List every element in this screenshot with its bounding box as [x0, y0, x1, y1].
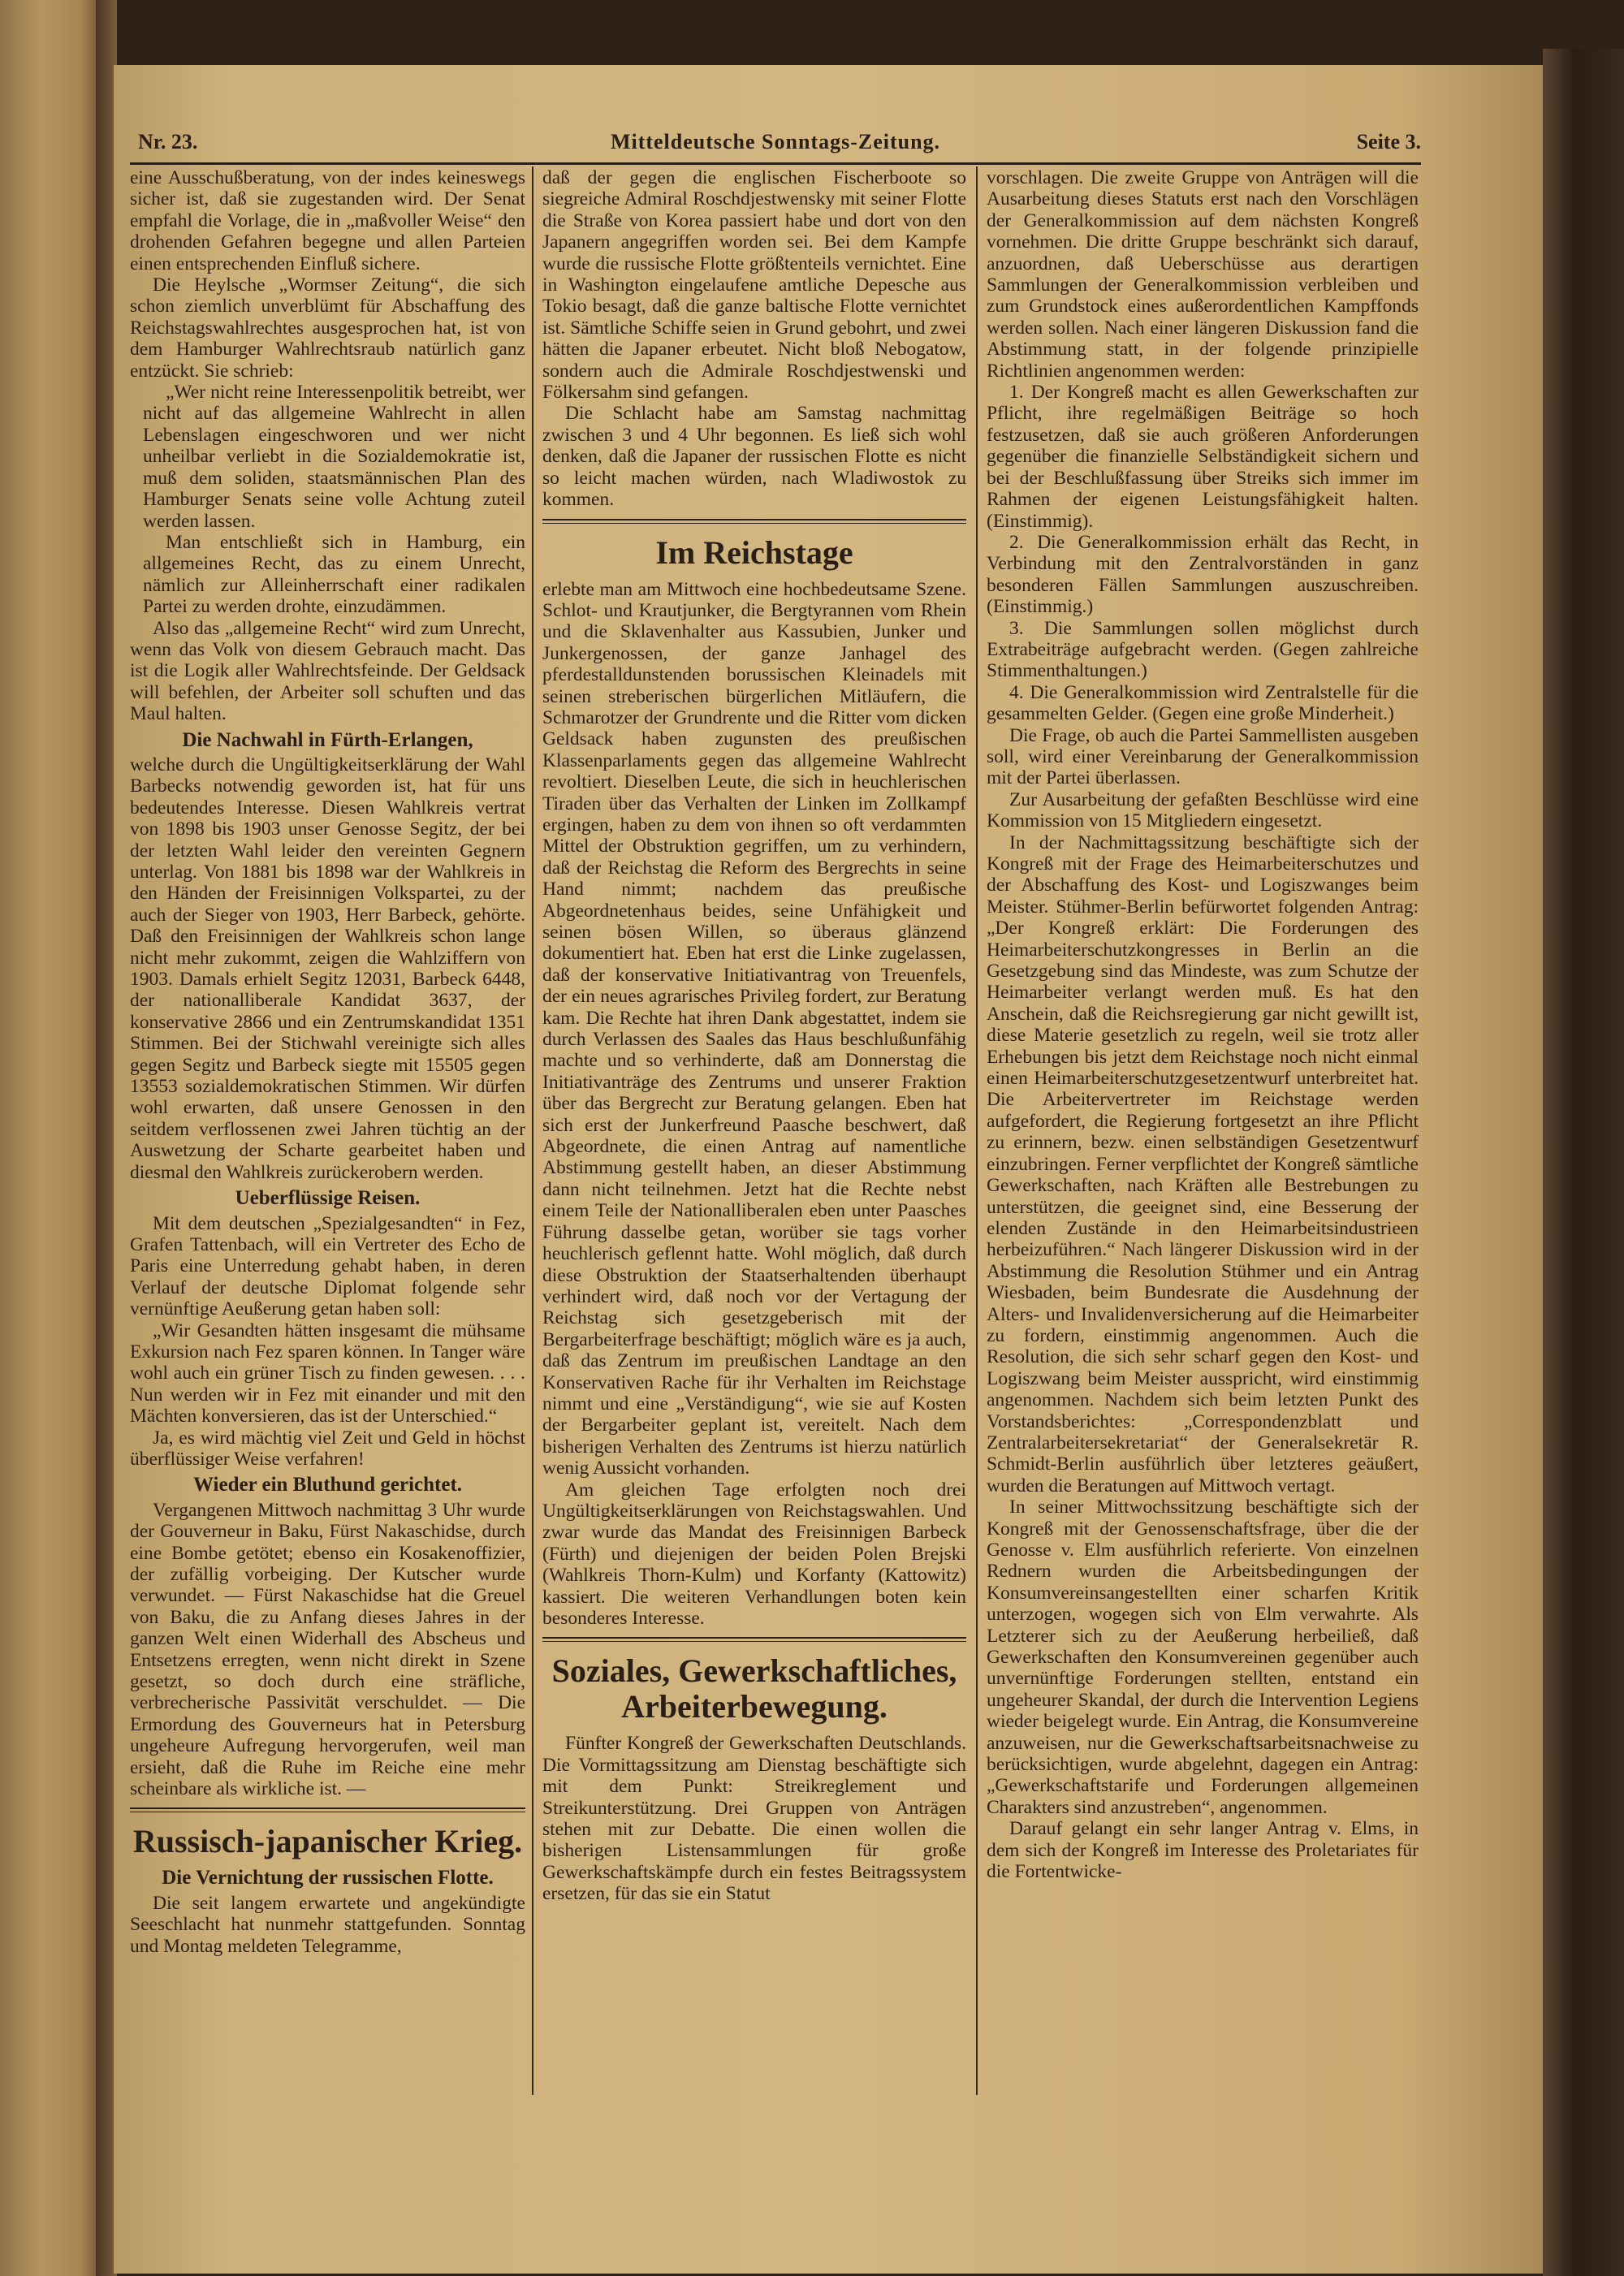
article-paragraph: Also das „allgemeine Recht“ wird zum Unrecht, wenn das Volk von diesem Gebrauch macht. Das ist die Logik aller Wahlrechtsfeinde. Der Geldsack will befehlen, der Arbeiter soll schuften und das Maul halten. — [130, 617, 525, 725]
article-paragraph: Man entschließt sich in Hamburg, ein allgemeines Recht, das zu einem Unrecht, nämlich zur Alleinherrschaft einer radikalen Partei zu werden drohte, einzudämmen. — [143, 531, 525, 618]
article-paragraph: 3. Die Sammlungen sollen möglichst durch Extrabeiträge aufgebracht werden. (Gegen zahlreiche Stimmenthaltungen.) — [987, 617, 1419, 682]
article-paragraph: daß der gegen die englischen Fischerboote so siegreiche Admiral Roschdjestwensky mit seiner Flotte die Straße von Korea passiert habe und dort von den Japanern angegriffen worden sei. Bei dem Kampfe wurde die russische Flotte größtenteils vernichtet. Eine in Washington eingelaufene amtliche Depesche aus Tokio besagt, daß die ganze baltische Flotte vernichtet ist. Sämtliche Schiffe seien in Grund gebohrt, und zwei hätten die Japaner erbeutet. Nicht bloß Nebogatow, sondern auch die Admirale Roschdjestwenski und Fölkersahm sind gefangen. — [542, 167, 966, 404]
article-paragraph: Zur Ausarbeitung der gefaßten Beschlüsse wird eine Kommission von 15 Mitgliedern eingesetzt. — [987, 788, 1419, 832]
column-divider — [976, 166, 978, 2095]
article-paragraph: 4. Die Generalkommission wird Zentralstelle für die gesammelten Gelder. (Gegen eine große Minderheit.) — [987, 681, 1419, 725]
article-paragraph: In der Nachmittagssitzung beschäftigte sich der Kongreß mit der Frage des Heimarbeiterschutzes und der Abschaffung des Kost- und Logiszwanges beim Meister. Stühmer-Berlin befürwortet folgenden Antrag: „Der Kongreß erklärt: Die Forderungen des Heimarbeiterschutzkongresses in Berlin an die Gesetzgebung sind das Mindeste, was zum Schutze der Heimarbeiter verlangt werden muß. Es hat den Anschein, daß die Reichsregierung gar nicht gewillt ist, diese Materie gesetzlich zu regeln, weil sie trotz aller Erhebungen bis jetzt dem Reichstage noch nicht einmal einen Heimarbeiterschutzgesetzentwurf unterbreitet hat. Die Arbeitervertreter im Reichstage werden aufgefordert, die Regierung fortgesetzt an ihre Pflicht zu erinnern, bezw. einen selbständigen Gesetzentwurf einzubringen. Ferner verpflichtet der Kongreß sämtliche Gewerkschaften, nach Kräften alle Bestrebungen zu unterstützen, die geeignet sind, eine Besserung der elenden Zustände in den Heimarbeitsindustrieen herbeizuführen.“ Nach längerer Diskussion wird in der Abstimmung die Resolution Stühmer und ein Antrag Wiesbaden, beim Bundesrate die Ausdehnung der Alters- und Invalidenversicherung auf die Heimarbeiter zu fordern, einstimmig angenommen. Auch die Resolution, die sich sehr scharf gegen den Kost- und Logiszwang beim Meister ausspricht, wird einstimmig angenommen. Nachdem sich beim letzten Punkt des Vorstandsberichtes: „Correspondenzblatt und Zentralarbeitersekretariat“ der Generalsekretär R. Schmidt-Berlin ausführlich über letzteres geäußert, wurden die Beratungen auf Mittwoch vertagt. — [987, 831, 1419, 1496]
article-paragraph: erlebte man am Mittwoch eine hochbedeutsame Szene. Schlot- und Krautjunker, die Bergtyrannen vom Rhein und die Sklavenhalter aus Kassubien, Junker und Junkergenossen, der ganze Janhagel des pferdestalldunstenden borussischen Kleinadels mit seinen streberischen bürgerlichen Mitläufern, die Schmarotzer der Grundrente und die Ritter vom dicken Geldsack haben zugunsten des preußischen Klassenparlaments gegen das allgemeine Wahlrecht revoltiert. Dieselben Leute, die sich in heuchlerischen Tiraden über das Verhalten der Linken im Zollkampf ergingen, haben zu dem von ihnen so oft verdammten Mittel der Obstruktion gegriffen, um zu verhindern, daß der Reichstag die Reform des Bergrechts in seine Hand nimmt; nachdem das preußische Abgeordnetenhaus beides, seine Unfähigkeit und seinen bösen Willen, so überaus glänzend dokumentiert hat. Eben hat erst die Linke zugelassen, daß der konservative Initiativantrag von Treuenfels, der ein neues agrarisches Privileg fordert, zur Beratung kam. Die Rechte hat ihren Dank abgestattet, indem sie durch Verlassen des Saales das Haus beschlußunfähig machte und so verhinderte, daß am Donnerstag die Initiativanträge des Zentrums und unserer Fraktion über das Bergrecht zur Beratung gelangen. Eben hat sich erst der Junkerfreund Paasche beschwert, daß Abgeordnete, die einen Antrag auf namentliche Abstimmung gestellt haben, an dieser Abstimmung dann nicht teilnehmen. Jetzt hat die Rechte nebst einem Teile der Nationalliberalen eben unter Paasches Führung dasselbe getan, worüber sie tags vorher heuchlerisch geflennt hatte. Wohl möglich, daß durch diese Obstruktion der Staatserhaltenden überhaupt verhindert wird, daß noch vor der Vertagung der Reichstag sich gesetzgeberisch mit der Bergarbeiterfrage beschäftigt; möglich wäre es ja auch, daß das Zentrum im preußischen Landtage an den Konservativen Rache für ihr Verhalten im Reichstage nimmt und eine „Verständigung“, wie sie auf Kosten der Bergarbeiter geplant ist, vereitelt. Nach dem bisherigen Verhalten des Zentrums ist hierzu natürlich wenig Aussicht vorhanden. — [542, 578, 966, 1479]
article-paragraph: vorschlagen. Die zweite Gruppe von Anträgen will die Ausarbeitung dieses Statuts erst nach den Vorschlägen der Generalkommission auf dem nächsten Kongreß vornehmen. Die dritte Gruppe beschränkt sich darauf, anzuordnen, daß Ueberschüsse aus derartigen Sammlungen der Generalkommission verbleiben und zum Grundstock eines außerordentlichen Kampffonds werden sollen. Nach einer längeren Diskussion fand die Abstimmung statt, in der folgende prinzipielle Richtlinien angenommen werden: — [987, 167, 1419, 382]
article-paragraph: Am gleichen Tage erfolgten noch drei Ungültigkeitserklärungen von Reichstagswahlen. Und zwar wurde das Mandat des Freisinnigen Barbeck (Fürth) und diejenigen der beiden Polen Brejski (Wahlkreis Thorn-Kulm) und Korfanty (Kattowitz) kassiert. Die weiteren Verhandlungen boten kein besonderes Interesse. — [542, 1479, 966, 1629]
issue-number: Nr. 23. — [138, 130, 198, 153]
column-2 — [542, 167, 966, 2092]
newspaper-title: Mitteldeutsche Sonntags-Zeitung. — [610, 130, 941, 153]
article-paragraph: Die Frage, ob auch die Partei Sammellisten ausgeben soll, wird einer Vereinbarung der Generalkommission mit der Partei überlassen. — [987, 724, 1419, 789]
article-paragraph: Darauf gelangt ein sehr langer Antrag v. Elms, in dem sich der Kongreß im Interesse des Proletariates für die Fortentwicke- — [987, 1818, 1419, 1883]
column-3 — [987, 167, 1419, 2092]
section-rule — [542, 519, 966, 524]
article-paragraph: Ja, es wird mächtig viel Zeit und Geld in höchst überflüssiger Weise verfahren! — [130, 1427, 525, 1470]
header-rule — [130, 162, 1421, 165]
article-paragraph: „Wer nicht reine Interessenpolitik betreibt, wer nicht auf das allgemeine Wahlrecht in allen Lebenslagen eingeschworen und wer nicht unheilbar verliebt in die Sozialdemokratie ist, muß dem soliden, staatsmännischen Plan des Hamburger Senats seine volle Achtung zuteil werden lassen. — [143, 382, 525, 532]
article-heading: Die Vernichtung der russischen Flotte. — [162, 1867, 494, 1889]
page-header — [130, 130, 1421, 162]
section-rule — [542, 1637, 966, 1642]
article-paragraph: Mit dem deutschen „Spezialgesandten“ in Fez, Grafen Tattenbach, will ein Vertreter des Echo de Paris eine Unterredung gehabt haben, in deren Verlauf der deutsche Diplomat folgende sehr vernünftige Aeußerung getan haben soll: — [130, 1212, 525, 1320]
article-heading: Die Nachwahl in Fürth-Erlangen, — [182, 728, 473, 751]
article-paragraph: eine Ausschußberatung, von der indes keineswegs sicher ist, daß sie zugestanden wird. Der Senat empfahl die Vorlage, die in „maßvoller Weise“ den drohenden Gefahren begegne und allen Parteien einen entsprechenden Einfluß sichere. — [130, 167, 525, 274]
previous-page-edge — [0, 0, 102, 2276]
article-paragraph: In seiner Mittwochssitzung beschäftigte sich der Kongreß mit der Genossenschaftsfrage, über die der Genosse v. Elm ausführlich referierte. Von einzelnen Rednern wurden die Arbeitsbedingungen der Konsumvereinsangestellten einer scharfen Kritik unterzogen, wogegen sich von Elm verwahrte. Als Letzterer sich zu der Aeußerung herbeiließ, daß Gewerkschaften den Konsumvereinen gegenüber auch unvernünftige Forderungen stellten, entstand ein ungeheurer Skandal, der durch die Intervention Legiens wieder beigelegt wurde. Ein Antrag, die Konsumvereine anzuweisen, nur die Gewerkschaftsarbeitsnachweise zu berücksichtigen, wurde abgelehnt, dagegen ein Antrag: „Gewerkschaftstarife und Forderungen allgemeinen Charakters sind anzustreben“, angenommen. — [987, 1496, 1419, 1818]
article-heading: Wieder ein Bluthund gerichtet. — [192, 1474, 463, 1496]
column-divider — [532, 166, 533, 2095]
article-paragraph: Vergangenen Mittwoch nachmittag 3 Uhr wurde der Gouverneur in Baku, Fürst Nakaschidse, durch eine Bombe getötet; ebenso ein Kosakenoffizier, der zufällig vorbeiging. Der Kutscher wurde verwundet. — Fürst Nakaschidse hat die Greuel von Baku, die zu Anfang dieses Jahres in der ganzen Welt einen Widerhall des Abscheus und Entsetzens erregten, wenn nicht direkt in Szene gesetzt, so doch durch eine sträfliche, verbrecherische Passivität verschuldet. — Die Ermordung des Gouverneurs hat in Petersburg ungeheure Aufregung hervorgerufen, weil man ersieht, daß die Ruhe im Reiche eine mehr scheinbare als wirkliche ist. — — [130, 1499, 525, 1800]
article-heading: Ueberflüssige Reisen. — [235, 1187, 421, 1210]
article-paragraph: „Wir Gesandten hätten insgesamt die mühsame Exkursion nach Fez sparen können. In Tanger wäre wohl auch ein grüner Tisch zu finden gewesen. . . . Nun werden wir in Fez mit einander und mit den Mächten konversieren, das ist der Unterschied.“ — [130, 1319, 525, 1427]
article-paragraph: 1. Der Kongreß macht es allen Gewerkschaften zur Pflicht, ihre regelmäßigen Beiträge so hoch festzusetzen, daß sie auch größeren Anforderungen gegenüber die finanzielle Selbständigkeit sichern und bei der Beschlußfassung über Streiks sich immer im Rahmen der eigenen Leistungsfähigkeit halten. (Einstimmig). — [987, 382, 1419, 532]
article-paragraph: Die Heylsche „Wormser Zeitung“, die sich schon ziemlich unverblümt für Abschaffung des Reichstagswahlrechtes ausgesprochen hat, ist von dem Hamburger Wahlrechtsraub natürlich ganz entzückt. Sie schrieb: — [130, 274, 525, 382]
article-heading: Im Reichstage — [655, 533, 853, 571]
article-heading: Soziales, Gewerkschaftliches, Arbeiterbewegung. — [551, 1652, 957, 1725]
article-paragraph: welche durch die Ungültigkeitserklärung der Wahl Barbecks notwendig geworden ist, hat für uns bedeutendes Interesse. Diesen Wahlkreis vertrat von 1898 bis 1903 unser Genosse Segitz, der bei der letzten Wahl leider den vereinten Gegnern unterlag. Von 1881 bis 1898 war der Wahlkreis in den Händen der Freisinnigen Volkspartei, zu der auch der Sieger von 1903, Herr Barbeck, gehörte. Daß den Freisinnigen der Wahlkreis schon lange nicht mehr zukommt, zeigen die Wahlziffern von 1903. Damals erhielt Segitz 12031, Barbeck 6448, der nationalliberale Kandidat 3637, der konservative 2866 und ein Zentrumskandidat 1351 Stimmen. Bei der Stichwahl vereinigte sich alles gegen Segitz und Barbeck siegte mit 15505 gegen 13553 sozialdemokratischen Stimmen. Wir dürfen wohl erwarten, daß unsere Genossen in den seitdem verflossenen zwei Jahren tüchtig an der Auswetzung der Scharte gearbeitet haben und diesmal den Wahlkreis zurückerobern werden. — [130, 754, 525, 1183]
article-paragraph: Die Schlacht habe am Samstag nachmittag zwischen 3 und 4 Uhr begonnen. Es ließ sich wohl denken, daß die Japaner der russischen Flotte es nicht so leicht machen würden, nach Wladiwostok zu kommen. — [542, 403, 966, 511]
article-paragraph: 2. Die Generalkommission erhält das Recht, in Verbindung mit den Zentralvorständen in ganz besonderen Fällen Sammlungen auszuschreiben. (Einstimmig.) — [987, 531, 1419, 618]
page-number: Seite 3. — [1356, 130, 1421, 153]
article-paragraph: Die seit langem erwartete und angekündigte Seeschlacht hat nunmehr stattgefunden. Sonntag und Montag meldeten Telegramme, — [130, 1892, 525, 1957]
book-binding — [1543, 49, 1624, 2276]
article-paragraph: Fünfter Kongreß der Gewerkschaften Deutschlands. Die Vormittagssitzung am Dienstag beschäftigte sich mit dem Punkt: Streikreglement und Streikunterstützung. Drei Gruppen von Anträgen stehen mit zur Debatte. Die einen wollen die bisherigen Listensammlungen für große Gewerkschaftskämpfe durch ein festes Beitragssystem ersetzen, für das sie ein Statut — [542, 1733, 966, 1905]
section-rule — [130, 1807, 525, 1812]
article-heading: Russisch-japanischer Krieg. — [132, 1823, 523, 1860]
column-1 — [130, 167, 525, 2092]
